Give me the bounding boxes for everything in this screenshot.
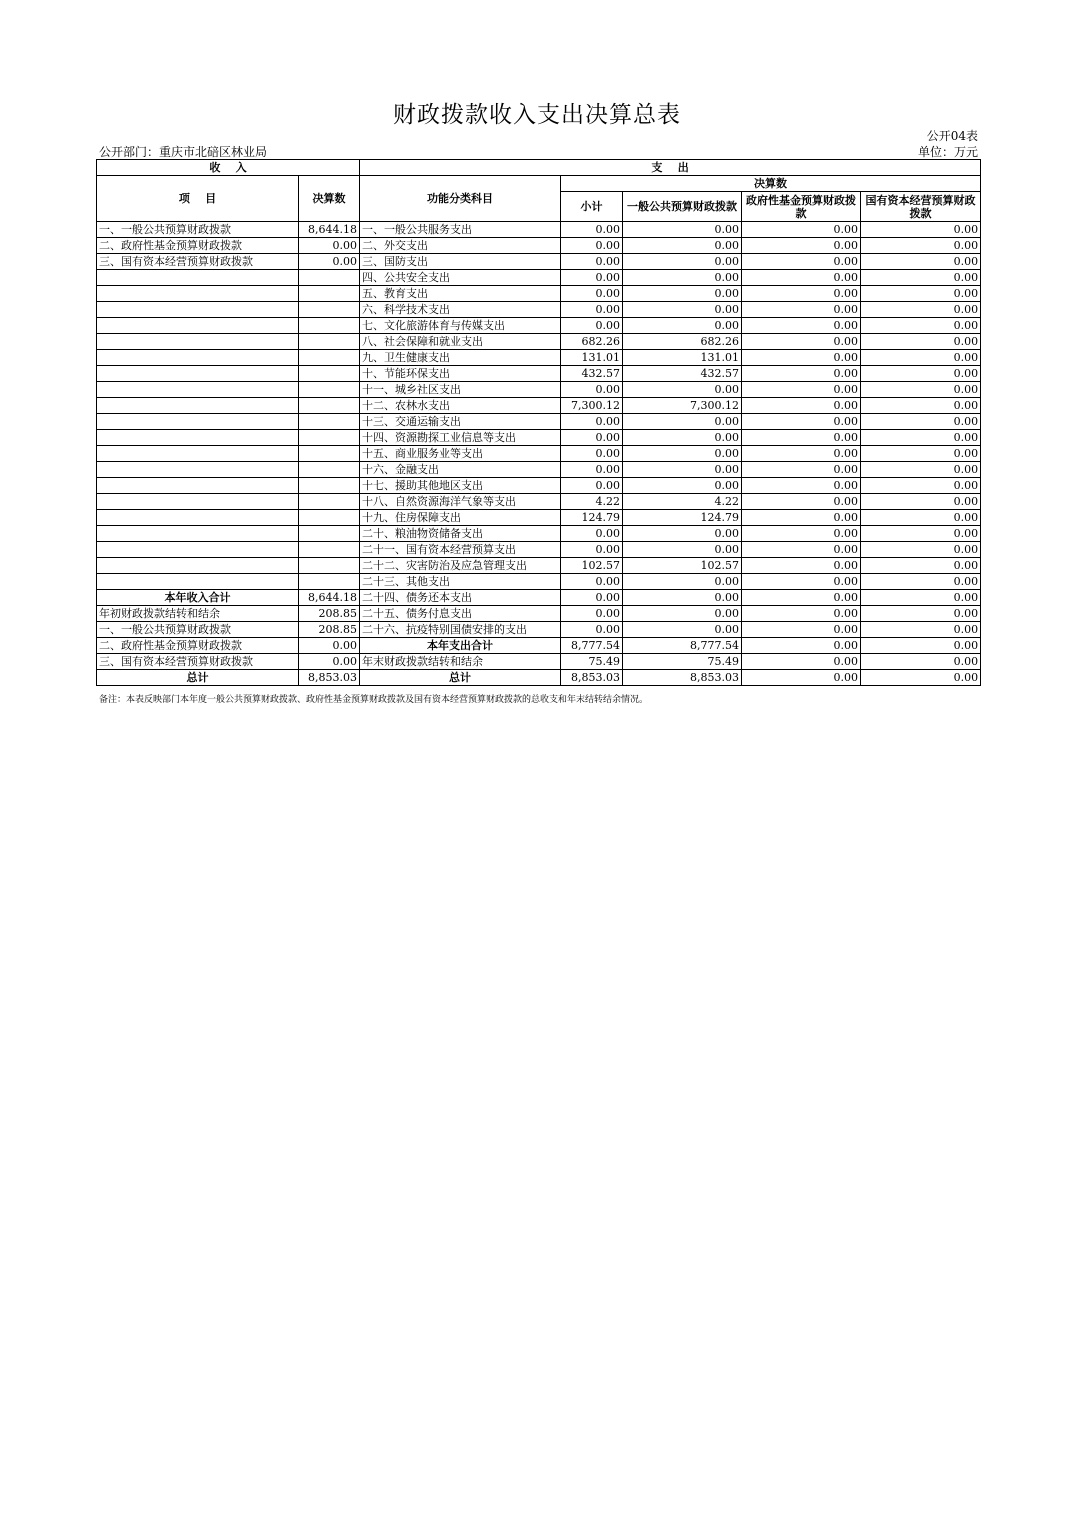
table-row — [97, 574, 981, 590]
gov-fund-cell: 0.00 — [742, 606, 861, 622]
general-budget-cell: 432.57 — [623, 366, 742, 382]
state-capital-cell: 0.00 — [861, 350, 981, 366]
state-capital-cell: 0.00 — [861, 318, 981, 334]
income-amount-cell — [299, 414, 360, 430]
income-amount-cell — [299, 574, 360, 590]
income-item-cell — [97, 318, 299, 334]
subtotal-cell: 4.22 — [561, 494, 623, 510]
gov-fund-cell: 0.00 — [742, 670, 861, 686]
table-row — [97, 558, 981, 574]
general-budget-cell: 0.00 — [623, 590, 742, 606]
expense-item-cell: 三、国防支出 — [360, 254, 561, 270]
state-capital-cell: 0.00 — [861, 574, 981, 590]
gov-fund-cell: 0.00 — [742, 590, 861, 606]
subtotal-cell: 0.00 — [561, 478, 623, 494]
gov-fund-cell: 0.00 — [742, 382, 861, 398]
income-item-cell — [97, 286, 299, 302]
income-item-cell — [97, 446, 299, 462]
income-amount-cell: 208.85 — [299, 622, 360, 638]
general-budget-cell: 0.00 — [623, 478, 742, 494]
income-amount-cell — [299, 366, 360, 382]
state-capital-cell: 0.00 — [861, 654, 981, 670]
income-amount-cell — [299, 270, 360, 286]
subtotal-cell: 75.49 — [561, 654, 623, 670]
income-amount-cell — [299, 318, 360, 334]
general-budget-cell: 0.00 — [623, 286, 742, 302]
gov-fund-cell: 0.00 — [742, 446, 861, 462]
subtotal-cell: 0.00 — [561, 622, 623, 638]
subtotal-cell: 7,300.12 — [561, 398, 623, 414]
general-budget-cell: 0.00 — [623, 414, 742, 430]
income-header: 收 入 — [97, 160, 360, 176]
gov-fund-cell: 0.00 — [742, 350, 861, 366]
subtotal-cell: 0.00 — [561, 222, 623, 238]
income-item-cell: 二、政府性基金预算财政拨款 — [97, 238, 299, 254]
income-amount-cell — [299, 462, 360, 478]
state-capital-cell: 0.00 — [861, 558, 981, 574]
table-row — [97, 270, 981, 286]
income-item-cell — [97, 494, 299, 510]
state-capital-cell: 0.00 — [861, 670, 981, 686]
state-capital-cell: 0.00 — [861, 542, 981, 558]
general-budget-cell: 0.00 — [623, 318, 742, 334]
state-capital-cell: 0.00 — [861, 270, 981, 286]
expense-item-cell: 十二、农林水支出 — [360, 398, 561, 414]
footnote: 备注：本表反映部门本年度一般公共预算财政拨款、政府性基金预算财政拨款及国有资本经营预算财政拨款的总收支和年末结转结余情况。 — [99, 695, 649, 705]
table-row — [97, 286, 981, 302]
page-title: 财政拨款收入支出决算总表 — [393, 102, 681, 128]
table-row — [97, 254, 981, 270]
subtotal-cell: 8,853.03 — [561, 670, 623, 686]
table-row — [97, 638, 981, 654]
expense-item-cell: 十八、自然资源海洋气象等支出 — [360, 494, 561, 510]
table-row — [97, 302, 981, 318]
expense-item-cell: 十五、商业服务业等支出 — [360, 446, 561, 462]
subtotal-cell: 682.26 — [561, 334, 623, 350]
general-budget-cell: 0.00 — [623, 382, 742, 398]
general-budget-cell: 124.79 — [623, 510, 742, 526]
table-row — [97, 350, 981, 366]
income-amount-cell — [299, 302, 360, 318]
subtotal-cell: 0.00 — [561, 254, 623, 270]
expense-item-cell: 四、公共安全支出 — [360, 270, 561, 286]
state-capital-cell: 0.00 — [861, 302, 981, 318]
subtotal-cell: 0.00 — [561, 462, 623, 478]
income-amount-cell: 0.00 — [299, 238, 360, 254]
income-amount-cell: 0.00 — [299, 254, 360, 270]
income-item-cell — [97, 526, 299, 542]
subtotal-cell: 0.00 — [561, 590, 623, 606]
state-capital-cell: 0.00 — [861, 446, 981, 462]
gov-fund-cell: 0.00 — [742, 318, 861, 334]
gov-fund-cell: 0.00 — [742, 638, 861, 654]
income-amount-cell — [299, 446, 360, 462]
table-row — [97, 238, 981, 254]
subtotal-cell: 124.79 — [561, 510, 623, 526]
income-item-cell — [97, 462, 299, 478]
general-budget-cell: 0.00 — [623, 446, 742, 462]
income-item-cell: 三、国有资本经营预算财政拨款 — [97, 254, 299, 270]
income-amount-cell — [299, 350, 360, 366]
expense-item-cell: 二、外交支出 — [360, 238, 561, 254]
state-capital-cell: 0.00 — [861, 222, 981, 238]
income-amount-cell — [299, 398, 360, 414]
state-capital-cell: 0.00 — [861, 494, 981, 510]
general-budget-cell: 131.01 — [623, 350, 742, 366]
expense-header: 支 出 — [360, 160, 981, 176]
income-item-cell — [97, 558, 299, 574]
table-row — [97, 222, 981, 238]
income-item-cell: 三、国有资本经营预算财政拨款 — [97, 654, 299, 670]
table-row — [97, 318, 981, 334]
general-budget-cell: 0.00 — [623, 430, 742, 446]
table-row — [97, 382, 981, 398]
expense-item-cell: 十四、资源勘探工业信息等支出 — [360, 430, 561, 446]
table-row — [97, 430, 981, 446]
expense-item-cell: 总计 — [360, 670, 561, 686]
income-item-cell: 一、一般公共预算财政拨款 — [97, 222, 299, 238]
general-budget-cell: 0.00 — [623, 542, 742, 558]
gov-fund-cell: 0.00 — [742, 414, 861, 430]
expense-item-cell: 二十四、债务还本支出 — [360, 590, 561, 606]
table-row — [97, 526, 981, 542]
income-item-cell — [97, 270, 299, 286]
expense-item-cell: 二十一、国有资本经营预算支出 — [360, 542, 561, 558]
expense-item-cell: 十七、援助其他地区支出 — [360, 478, 561, 494]
table-row — [97, 398, 981, 414]
subtotal-cell: 0.00 — [561, 302, 623, 318]
income-item-cell — [97, 574, 299, 590]
gov-fund-cell: 0.00 — [742, 366, 861, 382]
table-row — [97, 510, 981, 526]
subtotal-cell: 8,777.54 — [561, 638, 623, 654]
income-item-cell: 总计 — [97, 670, 299, 686]
expense-item-cell: 十三、交通运输支出 — [360, 414, 561, 430]
expense-item-cell: 七、文化旅游体育与传媒支出 — [360, 318, 561, 334]
subtotal-cell: 0.00 — [561, 606, 623, 622]
gov-fund-cell: 0.00 — [742, 542, 861, 558]
subtotal-cell: 0.00 — [561, 238, 623, 254]
income-item-cell — [97, 302, 299, 318]
gov-fund-cell: 0.00 — [742, 494, 861, 510]
gov-fund-cell: 0.00 — [742, 510, 861, 526]
general-budget-header: 一般公共预算财政拨款 — [623, 192, 742, 222]
state-capital-cell: 0.00 — [861, 366, 981, 382]
final-amount-header: 决算数 — [561, 176, 981, 192]
form-code: 公开04表 — [926, 129, 978, 143]
gov-fund-cell: 0.00 — [742, 526, 861, 542]
state-capital-cell: 0.00 — [861, 478, 981, 494]
subtotal-cell: 0.00 — [561, 446, 623, 462]
unit-label: 单位：万元 — [917, 145, 978, 159]
general-budget-cell: 0.00 — [623, 222, 742, 238]
subtotal-cell: 0.00 — [561, 542, 623, 558]
table-row — [97, 542, 981, 558]
general-budget-cell: 4.22 — [623, 494, 742, 510]
expense-item-cell: 十一、城乡社区支出 — [360, 382, 561, 398]
income-amount-cell: 0.00 — [299, 654, 360, 670]
income-amount-cell — [299, 510, 360, 526]
gov-fund-cell: 0.00 — [742, 398, 861, 414]
general-budget-cell: 0.00 — [623, 606, 742, 622]
general-budget-cell: 0.00 — [623, 270, 742, 286]
gov-fund-cell: 0.00 — [742, 334, 861, 350]
general-budget-cell: 0.00 — [623, 574, 742, 590]
gov-fund-cell: 0.00 — [742, 286, 861, 302]
state-capital-header: 国有资本经营预算财政拨款 — [861, 192, 981, 222]
budget-amount-header: 决算数 — [299, 176, 360, 222]
table-row — [97, 366, 981, 382]
income-item-cell — [97, 510, 299, 526]
state-capital-cell: 0.00 — [861, 238, 981, 254]
income-amount-cell: 208.85 — [299, 606, 360, 622]
income-amount-cell — [299, 430, 360, 446]
table-row — [97, 494, 981, 510]
table-row — [97, 654, 981, 670]
income-amount-cell: 0.00 — [299, 638, 360, 654]
table-row — [97, 478, 981, 494]
income-amount-cell: 8,644.18 — [299, 590, 360, 606]
state-capital-cell: 0.00 — [861, 606, 981, 622]
general-budget-cell: 0.00 — [623, 302, 742, 318]
general-budget-cell: 0.00 — [623, 622, 742, 638]
gov-fund-cell: 0.00 — [742, 478, 861, 494]
subtotal-cell: 0.00 — [561, 382, 623, 398]
income-item-cell — [97, 334, 299, 350]
table-row — [97, 414, 981, 430]
income-amount-cell — [299, 382, 360, 398]
expense-item-cell: 十九、住房保障支出 — [360, 510, 561, 526]
expense-item-cell: 十、节能环保支出 — [360, 366, 561, 382]
gov-fund-cell: 0.00 — [742, 430, 861, 446]
gov-fund-cell: 0.00 — [742, 622, 861, 638]
income-item-cell: 一、一般公共预算财政拨款 — [97, 622, 299, 638]
income-amount-cell — [299, 526, 360, 542]
gov-fund-cell: 0.00 — [742, 270, 861, 286]
income-item-cell — [97, 414, 299, 430]
state-capital-cell: 0.00 — [861, 510, 981, 526]
expense-item-cell: 六、科学技术支出 — [360, 302, 561, 318]
income-item-cell — [97, 382, 299, 398]
income-amount-cell: 8,644.18 — [299, 222, 360, 238]
table-row — [97, 446, 981, 462]
income-amount-cell: 8,853.03 — [299, 670, 360, 686]
state-capital-cell: 0.00 — [861, 638, 981, 654]
expense-item-cell: 二十六、抗疫特别国债安排的支出 — [360, 622, 561, 638]
gov-fund-header: 政府性基金预算财政拨款 — [742, 192, 861, 222]
expense-item-cell: 五、教育支出 — [360, 286, 561, 302]
subtotal-cell: 0.00 — [561, 526, 623, 542]
gov-fund-cell: 0.00 — [742, 654, 861, 670]
general-budget-cell: 0.00 — [623, 526, 742, 542]
subtotal-header: 小计 — [561, 192, 623, 222]
expense-item-cell: 八、社会保障和就业支出 — [360, 334, 561, 350]
general-budget-cell: 0.00 — [623, 462, 742, 478]
gov-fund-cell: 0.00 — [742, 222, 861, 238]
state-capital-cell: 0.00 — [861, 430, 981, 446]
subtotal-cell: 0.00 — [561, 286, 623, 302]
income-amount-cell — [299, 542, 360, 558]
table-row — [97, 670, 981, 686]
subtotal-cell: 432.57 — [561, 366, 623, 382]
subtotal-cell: 0.00 — [561, 414, 623, 430]
gov-fund-cell: 0.00 — [742, 302, 861, 318]
expense-item-cell: 一、一般公共服务支出 — [360, 222, 561, 238]
general-budget-cell: 7,300.12 — [623, 398, 742, 414]
income-amount-cell — [299, 334, 360, 350]
general-budget-cell: 682.26 — [623, 334, 742, 350]
state-capital-cell: 0.00 — [861, 590, 981, 606]
subtotal-cell: 131.01 — [561, 350, 623, 366]
expense-item-cell: 二十二、灾害防治及应急管理支出 — [360, 558, 561, 574]
state-capital-cell: 0.00 — [861, 462, 981, 478]
appropriation-table — [96, 159, 981, 686]
state-capital-cell: 0.00 — [861, 622, 981, 638]
income-amount-cell — [299, 494, 360, 510]
gov-fund-cell: 0.00 — [742, 558, 861, 574]
state-capital-cell: 0.00 — [861, 414, 981, 430]
income-item-cell — [97, 542, 299, 558]
income-item-cell: 二、政府性基金预算财政拨款 — [97, 638, 299, 654]
state-capital-cell: 0.00 — [861, 398, 981, 414]
subtotal-cell: 0.00 — [561, 318, 623, 334]
table-row — [97, 462, 981, 478]
table-body — [97, 222, 981, 686]
expense-item-cell: 十六、金融支出 — [360, 462, 561, 478]
table-row — [97, 622, 981, 638]
income-item-cell — [97, 350, 299, 366]
gov-fund-cell: 0.00 — [742, 254, 861, 270]
department-label: 公开部门：重庆市北碚区林业局 — [99, 145, 268, 159]
expense-item-cell: 二十三、其他支出 — [360, 574, 561, 590]
table-row — [97, 334, 981, 350]
income-item-cell — [97, 398, 299, 414]
gov-fund-cell: 0.00 — [742, 574, 861, 590]
subtotal-cell: 0.00 — [561, 574, 623, 590]
subtotal-cell: 0.00 — [561, 270, 623, 286]
state-capital-cell: 0.00 — [861, 254, 981, 270]
general-budget-cell: 8,853.03 — [623, 670, 742, 686]
income-item-cell — [97, 478, 299, 494]
general-budget-cell: 102.57 — [623, 558, 742, 574]
general-budget-cell: 75.49 — [623, 654, 742, 670]
general-budget-cell: 8,777.54 — [623, 638, 742, 654]
expense-item-cell: 年末财政拨款结转和结余 — [360, 654, 561, 670]
expense-item-cell: 本年支出合计 — [360, 638, 561, 654]
income-item-cell: 年初财政拨款结转和结余 — [97, 606, 299, 622]
table-row — [97, 606, 981, 622]
income-item-cell: 本年收入合计 — [97, 590, 299, 606]
subtotal-cell: 102.57 — [561, 558, 623, 574]
income-item-cell — [97, 366, 299, 382]
expense-item-cell: 九、卫生健康支出 — [360, 350, 561, 366]
expense-item-cell: 二十五、债务付息支出 — [360, 606, 561, 622]
state-capital-cell: 0.00 — [861, 334, 981, 350]
function-item-header: 功能分类科目 — [360, 176, 561, 222]
state-capital-cell: 0.00 — [861, 526, 981, 542]
gov-fund-cell: 0.00 — [742, 238, 861, 254]
expense-item-cell: 二十、粮油物资储备支出 — [360, 526, 561, 542]
income-amount-cell — [299, 558, 360, 574]
general-budget-cell: 0.00 — [623, 254, 742, 270]
item-header: 项 目 — [97, 176, 299, 222]
table-row — [97, 590, 981, 606]
state-capital-cell: 0.00 — [861, 286, 981, 302]
income-amount-cell — [299, 478, 360, 494]
income-amount-cell — [299, 286, 360, 302]
state-capital-cell: 0.00 — [861, 382, 981, 398]
general-budget-cell: 0.00 — [623, 238, 742, 254]
income-item-cell — [97, 430, 299, 446]
subtotal-cell: 0.00 — [561, 430, 623, 446]
gov-fund-cell: 0.00 — [742, 462, 861, 478]
